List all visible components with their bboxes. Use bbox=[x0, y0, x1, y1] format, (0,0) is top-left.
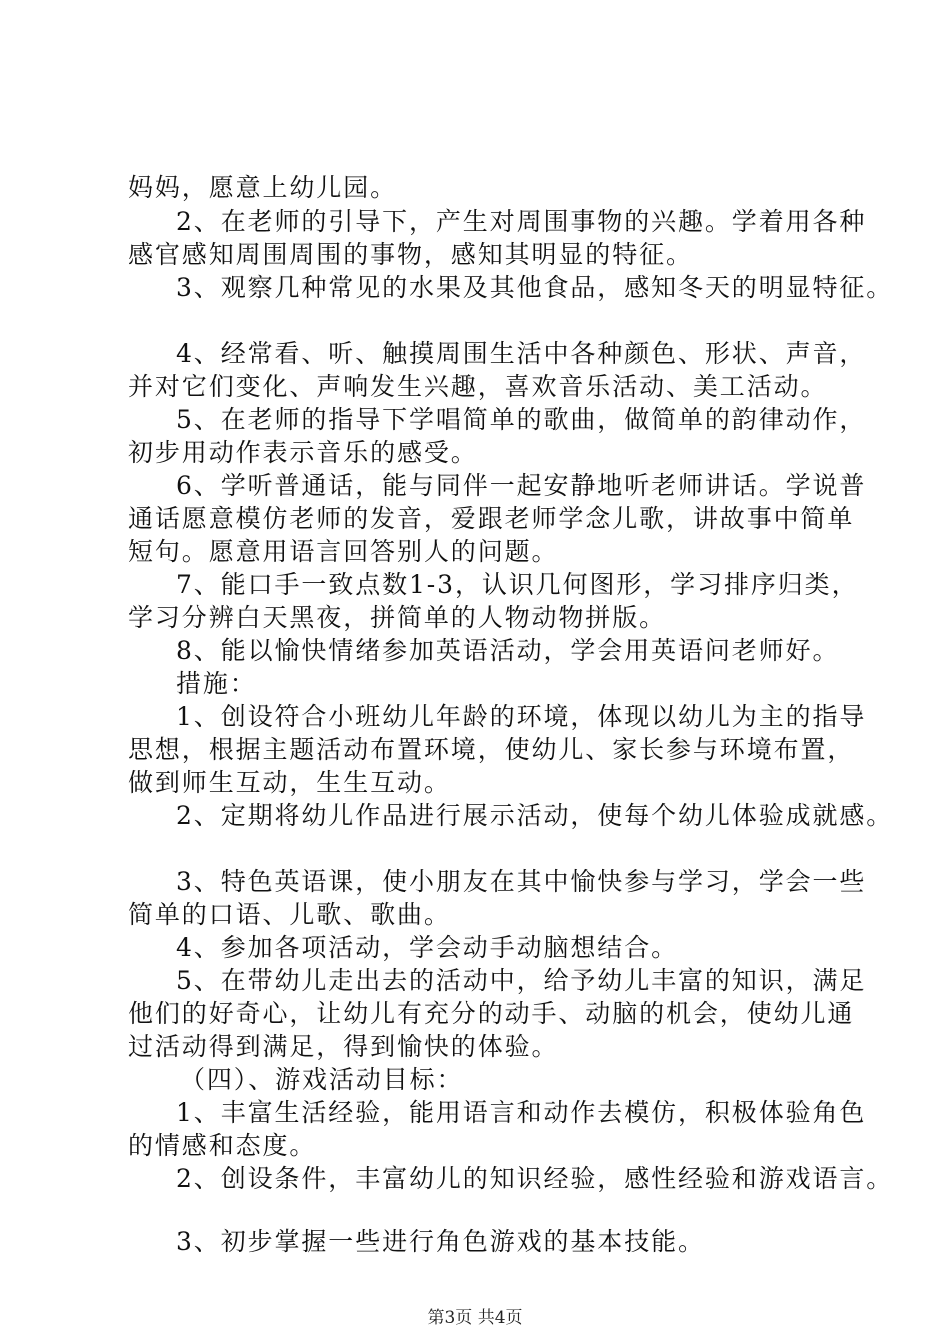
section-heading: 措施： bbox=[176, 669, 257, 698]
text-line: 初步用动作表示音乐的感受。 bbox=[128, 438, 478, 467]
text-line: 1、创设符合小班幼儿年龄的环境，体现以幼儿为主的指导 bbox=[176, 702, 867, 731]
text-line: 3、观察几种常见的水果及其他食品，感知冬天的明显特征。 bbox=[176, 273, 894, 302]
text-line: 8、能以愉快情绪参加英语活动，学会用英语问老师好。 bbox=[176, 636, 840, 665]
text-line: 感官感知周围周围的事物，感知其明显的特征。 bbox=[128, 240, 693, 269]
text-line: 3、初步掌握一些进行角色游戏的基本技能。 bbox=[176, 1227, 705, 1256]
text-line: 过活动得到满足，得到愉快的体验。 bbox=[128, 1032, 559, 1061]
text-line: 学习分辨白天黑夜，拼简单的人物动物拼版。 bbox=[128, 603, 667, 632]
text-line: 7、能口手一致点数1-3，认识几何图形，学习排序归类， bbox=[176, 570, 859, 599]
text-line: 思想，根据主题活动布置环境，使幼儿、家长参与环境布置， bbox=[128, 735, 855, 764]
text-line: 妈妈，愿意上幼儿园。 bbox=[128, 173, 398, 202]
text-line: 6、学听普通话，能与同伴一起安静地听老师讲话。学说普 bbox=[176, 471, 867, 500]
text-line: 3、特色英语课，使小朋友在其中愉快参与学习，学会一些 bbox=[176, 867, 867, 896]
page-footer: 第3页 共4页 bbox=[427, 1308, 523, 1328]
section-heading: （四）、游戏活动目标： bbox=[180, 1065, 464, 1094]
text-line: 4、经常看、听、触摸周围生活中各种颜色、形状、声音， bbox=[176, 339, 867, 368]
text-line: 2、在老师的引导下，产生对周围事物的兴趣。学着用各种 bbox=[176, 207, 867, 236]
text-line: 短句。愿意用语言回答别人的问题。 bbox=[128, 537, 559, 566]
text-line: 他们的好奇心，让幼儿有充分的动手、动脑的机会，使幼儿通 bbox=[128, 999, 855, 1028]
text-line: 5、在老师的指导下学唱简单的歌曲，做简单的韵律动作， bbox=[176, 405, 867, 434]
text-line: 1、丰富生活经验，能用语言和动作去模仿，积极体验角色 bbox=[176, 1098, 867, 1127]
text-line: 5、在带幼儿走出去的活动中，给予幼儿丰富的知识，满足 bbox=[176, 966, 867, 995]
text-line: 2、定期将幼儿作品进行展示活动，使每个幼儿体验成就感。 bbox=[176, 801, 894, 830]
text-line: 4、参加各项活动，学会动手动脑想结合。 bbox=[176, 933, 679, 962]
text-line: 2、创设条件，丰富幼儿的知识经验，感性经验和游戏语言。 bbox=[176, 1164, 894, 1193]
text-line: 做到师生互动，生生互动。 bbox=[128, 768, 451, 797]
text-line: 并对它们变化、声响发生兴趣，喜欢音乐活动、美工活动。 bbox=[128, 372, 828, 401]
text-line: 的情感和态度。 bbox=[128, 1131, 317, 1160]
text-line: 通话愿意模仿老师的发音，爱跟老师学念儿歌，讲故事中简单 bbox=[128, 504, 855, 533]
text-line: 简单的口语、儿歌、歌曲。 bbox=[128, 900, 451, 929]
